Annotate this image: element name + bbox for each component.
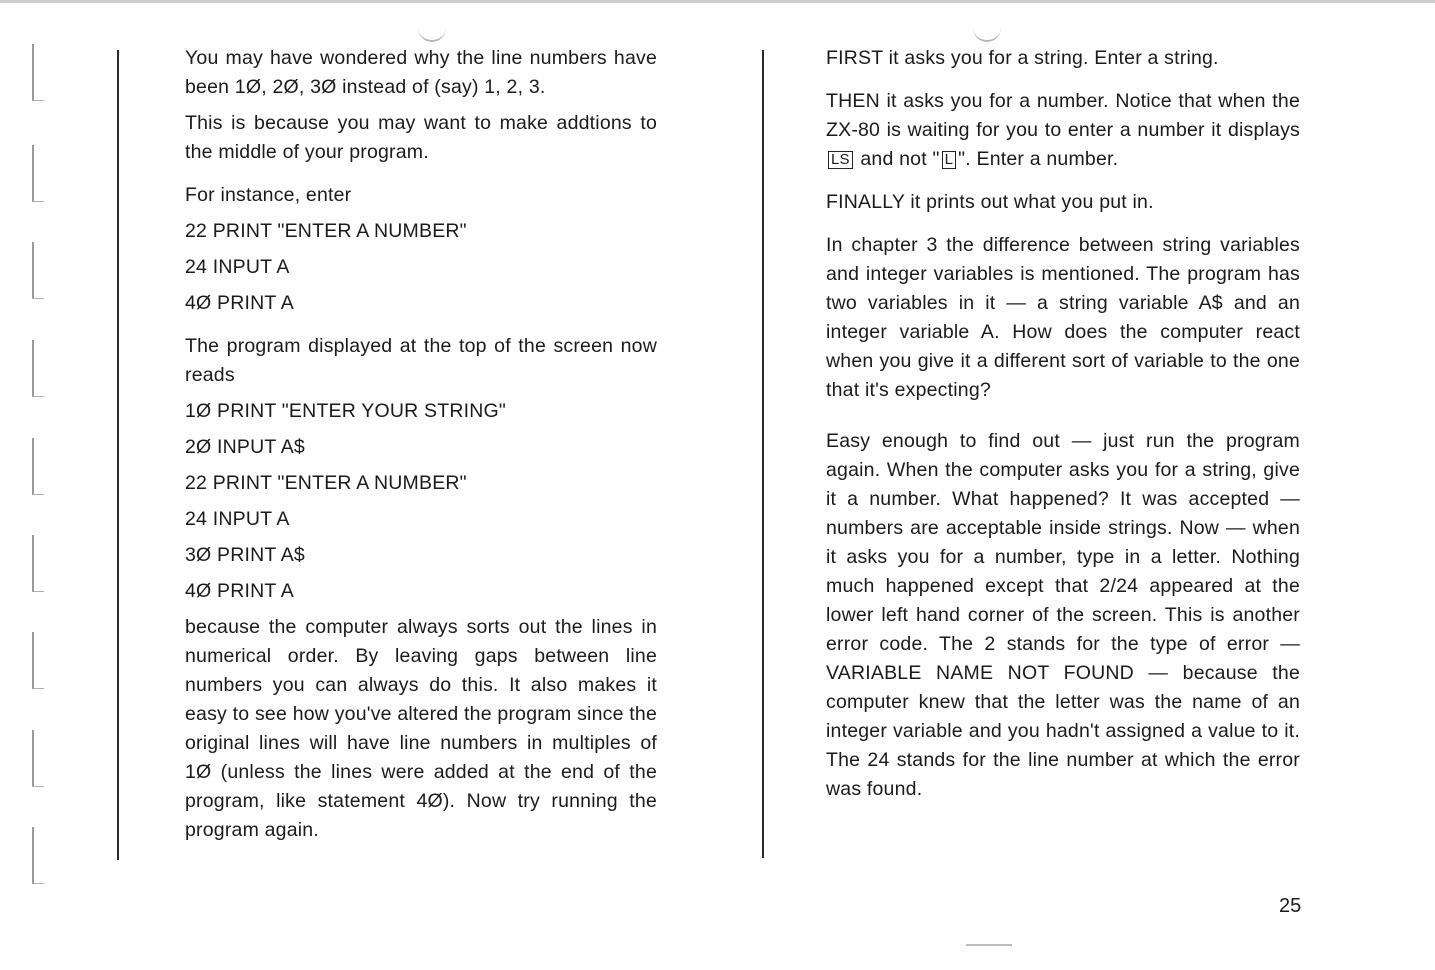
code-line: 24 INPUT A <box>185 256 290 278</box>
paragraph: because the computer always sorts out the lines in numerical order. By leaving gaps between line numbers you can always do this. It also makes it easy to see how you've altered the program since the original lines will have line numbers in multiples of 1Ø (unless the lines were added at the end of the program, like statement 4Ø). Now try running the program again. <box>185 616 657 841</box>
punch-mark <box>418 18 446 42</box>
paragraph: In chapter 3 the difference between string variables and integer variables is mentioned. The program has two variables in it — a string variable A$ and an integer variable A. How does the computer react when you give it a different sort of variable to the one that it's expecting? <box>826 234 1300 401</box>
code-line: 22 PRINT "ENTER A NUMBER" <box>185 220 467 242</box>
binding-mark <box>32 535 44 592</box>
paragraph: The program displayed at the top of the screen now reads <box>185 335 657 386</box>
right-column-rule <box>762 50 764 858</box>
paragraph-text: and not " <box>860 148 940 170</box>
paragraph: For instance, enter <box>185 184 352 206</box>
code-line: 1Ø PRINT "ENTER YOUR STRING" <box>185 400 507 422</box>
binding-mark <box>32 632 44 689</box>
binding-mark <box>32 730 44 787</box>
paragraph: Easy enough to find out — just run the program again. When the computer asks you for a string, give it a number. What happened? It was accepted — numbers are acceptable inside strings. Now — when it asks you for a number, type in a letter. Nothing much happened except that 2/24 appeared at the lower left hand corner of the screen. This is another error code. The 2 stands for the type of error — VARIABLE NAME NOT FOUND — because the computer knew that the letter was the name of an integer variable and you hadn't assigned a value to it. The 24 stands for the line number at which the error was found. <box>826 430 1300 800</box>
code-line: 4Ø PRINT A <box>185 580 294 602</box>
paragraph: FINALLY it prints out what you put in. <box>826 191 1154 213</box>
top-edge <box>0 0 1435 3</box>
page-number: 25 <box>1279 895 1302 917</box>
paragraph: You may have wondered why the line numbers have been 1Ø, 2Ø, 3Ø instead of (say) 1, 2, 3. <box>185 47 657 98</box>
binding-mark <box>32 438 44 495</box>
paragraph: This is because you may want to make addtions to the middle of your program. <box>185 112 657 163</box>
binding-mark <box>32 827 44 884</box>
binding-holes <box>0 0 60 970</box>
binding-mark <box>32 145 44 202</box>
bottom-edge-mark <box>966 944 1012 946</box>
l-cursor-key: L <box>942 151 957 169</box>
code-line: 22 PRINT "ENTER A NUMBER" <box>185 472 467 494</box>
punch-mark <box>973 18 1001 42</box>
paragraph-text: THEN it asks you for a number. Notice that when the ZX-80 is waiting for you to enter a number it displays <box>826 90 1300 141</box>
paragraph-text: ". Enter a number. <box>958 148 1119 170</box>
ls-cursor-key: LS <box>828 151 853 169</box>
code-line: 24 INPUT A <box>185 508 290 530</box>
right-column <box>826 44 1300 804</box>
paragraph <box>826 87 1300 174</box>
binding-mark <box>32 340 44 397</box>
code-line: 2Ø INPUT A$ <box>185 436 305 458</box>
paragraph: FIRST it asks you for a string. Enter a string. <box>826 47 1219 69</box>
code-line: 3Ø PRINT A$ <box>185 544 305 566</box>
binding-mark <box>32 44 44 101</box>
left-column <box>185 44 657 845</box>
binding-mark <box>32 242 44 299</box>
code-line: 4Ø PRINT A <box>185 292 294 314</box>
left-column-rule <box>117 50 119 860</box>
